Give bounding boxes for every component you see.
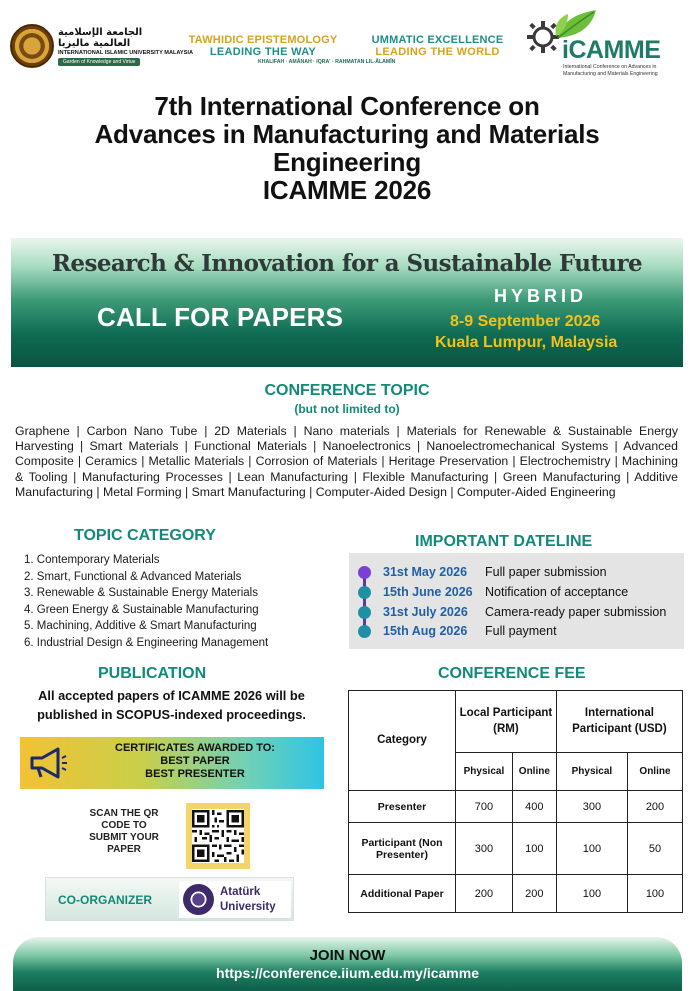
banner	[11, 238, 683, 367]
megaphone-icon	[28, 746, 68, 780]
qr-instructions: SCAN THE QR CODE TO SUBMIT YOUR PAPER	[89, 808, 159, 855]
qr-code-icon	[192, 809, 244, 863]
publication-heading: PUBLICATION	[98, 665, 207, 682]
banner-slogan: Research & Innovation for a Sustainable Future	[51, 250, 643, 277]
iium-seal-icon	[10, 24, 54, 68]
title-line-1: 7th International Conference on	[154, 91, 540, 121]
ataturk-university-logo: Atatürk University	[179, 881, 291, 918]
timeline-dot-icon	[358, 566, 371, 579]
conference-title	[0, 92, 694, 204]
fee-header-category: Category	[349, 691, 456, 791]
conference-venue: Kuala Lumpur, Malaysia	[435, 334, 618, 351]
table-row: Presenter 700 400 300 200	[349, 791, 683, 823]
list-item: 3. Renewable & Sustainable Energy Materials	[24, 587, 258, 600]
iium-motto: Garden of Knowledge and Virtue	[58, 58, 140, 66]
conference-date: 8-9 September 2026	[450, 313, 601, 330]
dateline-item: 31st July 2026 Camera-ready paper submission	[349, 604, 684, 620]
conference-topic-subheading: (but not limited to)	[294, 402, 400, 416]
conference-topic-heading: CONFERENCE TOPIC	[264, 382, 430, 399]
certificates-box	[20, 737, 324, 789]
list-item: 5. Machining, Additive & Smart Manufacturing	[24, 620, 257, 633]
title-line-4: ICAMME 2026	[262, 175, 432, 205]
join-now: JOIN NOW	[309, 947, 386, 964]
iium-logo	[10, 24, 193, 68]
dateline-timeline	[349, 553, 684, 649]
fee-header-local: Local Participant (RM)	[456, 691, 557, 753]
conference-topic-list: Graphene | Carbon Nano Tube | 2D Materials | Nano materials | Materials for Renewable & Sustainable Energy Harvesting | Smart Materials | Functional Materials | Nanoelectronics | Nanoelectromechanical Systems | Advanced Composite | Ceramics | Metallic Materials | Corrosion of Materials | Heritage Preservation | Electrochemistry | Machining & Tooling | Manufacturing Processes | Lean Manufacturing | Flexible Manufacturing | Green Manufacturing | Additive Manufacturing | Metal Forming | Smart Manufacturing | Computer-Aided Design | Computer-Aided Engineering	[15, 424, 678, 499]
publication-text: All accepted papers of ICAMME 2026 will be published in SCOPUS-indexed proceedings.	[37, 688, 306, 722]
timeline-dot-icon	[358, 586, 371, 599]
footer-banner	[13, 937, 682, 991]
header	[0, 0, 694, 85]
dateline-heading: IMPORTANT DATELINE	[415, 533, 593, 550]
topic-category-list	[24, 552, 268, 652]
table-row: Participant (Non Presenter) 300 100 100 50	[349, 823, 683, 875]
icamme-subtitle: International Conference on Advances in Manufacturing and Materials Engineering	[563, 64, 658, 77]
university-seal-icon	[183, 884, 214, 915]
table-row: Additional Paper 200 200 100 100	[349, 875, 683, 913]
topic-category-heading: TOPIC CATEGORY	[74, 527, 216, 544]
title-line-2: Advances in Manufacturing and Materials	[94, 119, 600, 149]
co-organizer	[45, 877, 294, 921]
list-item: 6. Industrial Design & Engineering Management	[24, 636, 269, 649]
list-item: 4. Green Energy & Sustainable Manufacturing	[24, 603, 259, 616]
qr-code[interactable]	[186, 803, 250, 869]
timeline-dot-icon	[358, 625, 371, 638]
co-organizer-label: CO-ORGANIZER	[58, 893, 152, 907]
call-for-papers: CALL FOR PAPERS	[97, 302, 344, 332]
fee-header-online: Online	[627, 753, 682, 791]
dateline-item: 15th Aug 2026 Full payment	[349, 623, 684, 639]
dateline-item: 31st May 2026 Full paper submission	[349, 564, 684, 580]
ummatic-slogan: UMMATIC EXCELLENCE LEADING THE WORLD	[371, 34, 504, 58]
list-item: 2. Smart, Functional & Advanced Materials	[24, 570, 242, 583]
fee-header-physical: Physical	[556, 753, 627, 791]
icamme-logo	[524, 6, 684, 82]
fee-table	[348, 690, 683, 913]
cert-heading: CERTIFICATES AWARDED TO:	[115, 742, 275, 754]
conference-url-link[interactable]: https://conference.iium.edu.my/icamme	[216, 965, 479, 981]
conference-mode: HYBRID	[494, 286, 588, 306]
fee-header-international: International Participant (USD)	[556, 691, 682, 753]
title-line-3: Engineering	[272, 147, 422, 177]
iium-name: INTERNATIONAL ISLAMIC UNIVERSITY MALAYSIA	[58, 49, 193, 56]
iium-arabic-name: الجامعة الإسلامية العالمية ماليزيا	[58, 26, 143, 49]
cert-best-paper: BEST PAPER	[160, 755, 230, 767]
timeline-dot-icon	[358, 606, 371, 619]
fee-header-online: Online	[512, 753, 556, 791]
icamme-wordmark: iCAMME	[562, 36, 661, 64]
list-item: 1. Contemporary Materials	[24, 554, 160, 566]
dateline-item: 15th June 2026 Notification of acceptance	[349, 584, 684, 600]
cert-best-presenter: BEST PRESENTER	[145, 768, 245, 780]
fee-header-physical: Physical	[456, 753, 513, 791]
tawhidic-slogan: TAWHIDIC EPISTEMOLOGY LEADING THE WAY	[188, 34, 338, 58]
conference-fee-heading: CONFERENCE FEE	[438, 665, 586, 682]
values-line: KHALIFAH · AMĀNAH · IQRA' · RAHMATAN LIL-ĀLAMĪN	[258, 59, 396, 65]
